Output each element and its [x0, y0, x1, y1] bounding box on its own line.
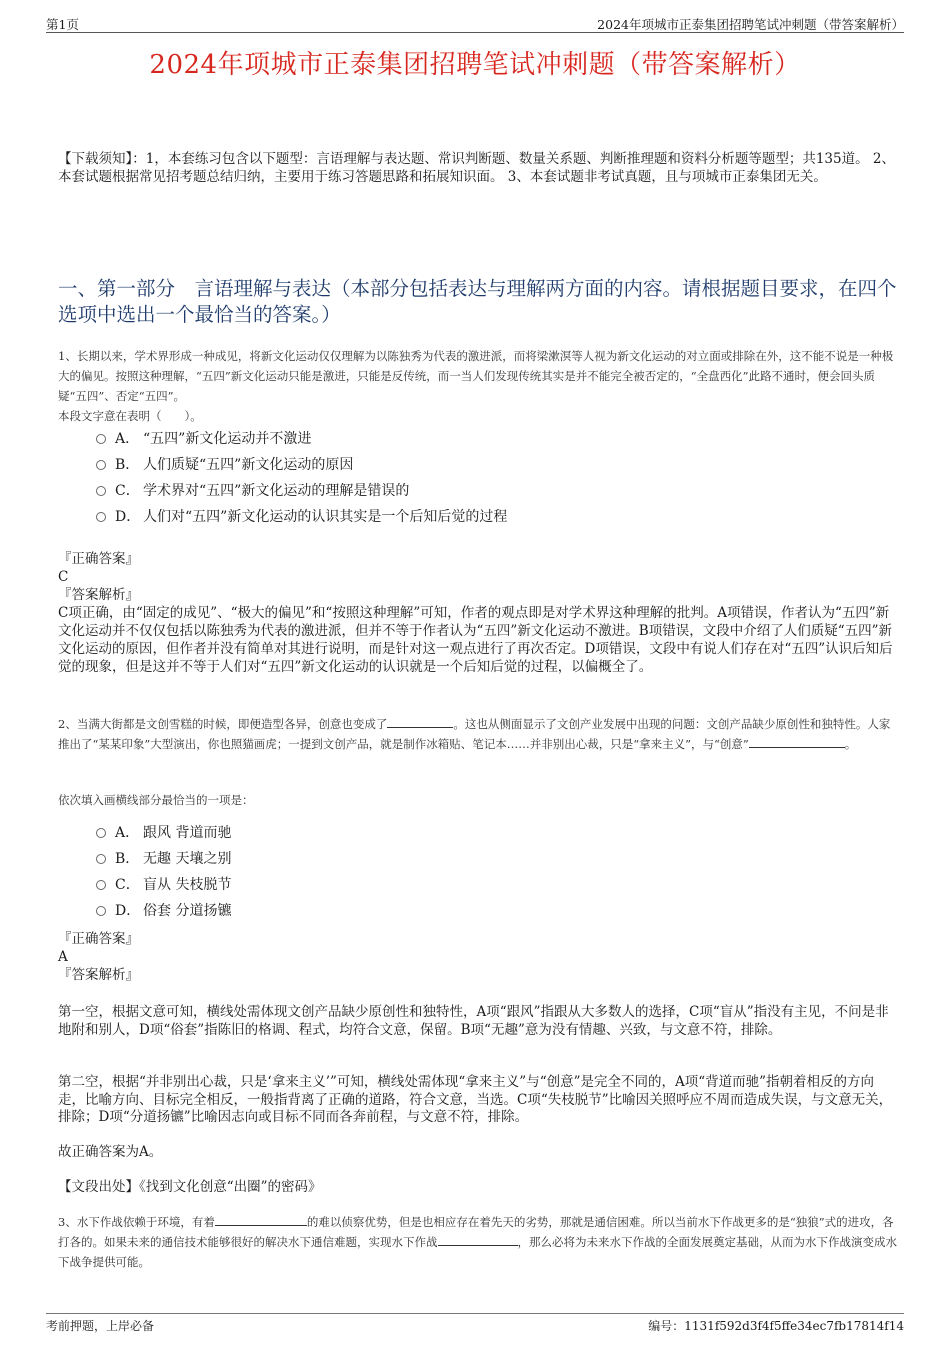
correct-answer-value: C	[58, 569, 69, 585]
question-2-text: 2、当满大街都是文创雪糕的时候，即便造型各异，创意也变成了 。这也从侧面显示了文创产业发展中出现的问题：文创产品缺少原创性和独特性。人家推出了“某某印象”大型演出，你也照猫画虎；一提到文创产品，就是制作冰箱贴、笔记本……并非别出心裁，只是“拿来主义”，与“创意” 。	[58, 717, 891, 751]
question-2-option-d[interactable]: D． 俗套 分道扬镳	[96, 898, 231, 924]
radio-icon[interactable]	[96, 512, 106, 522]
fill-blank[interactable]	[215, 1213, 307, 1226]
correct-answer-label: 『正确答案』	[58, 931, 139, 947]
question-1-option-d[interactable]: D． 人们对“五四”新文化运动的认识其实是一个后知后觉的过程	[96, 504, 507, 530]
radio-icon[interactable]	[96, 880, 106, 890]
analysis-paragraph-2: 第二空，根据“并非别出心裁，只是‘拿来主义’”可知，横线处需体现“拿来主义”与“创意”是完全不同的，A项“背道而驰”指朝着相反的方向走，比喻方向、目标完全相反，一般指背离了正确的道路，符合文意，当选。C项“失枝脱节”比喻因关照呼应不周而造成失误，与文意无关，排除；D项“分道扬镳”比喻因志向或目标不同而各奔前程，与文意不符，排除。	[58, 1074, 893, 1125]
radio-icon[interactable]	[96, 828, 106, 838]
footer-serial: 编号：1131f592d3f4f5ffe34ec7fb17814f14	[648, 1319, 904, 1333]
radio-icon[interactable]	[96, 460, 106, 470]
question-1-option-b[interactable]: B． 人们质疑“五四”新文化运动的原因	[96, 452, 507, 478]
page-header	[46, 14, 904, 33]
analysis-paragraph-3: 故正确答案为A。	[58, 1144, 163, 1160]
question-2-prompt: 依次填入画横线部分最恰当的一项是：	[58, 793, 254, 807]
correct-answer-value: A	[58, 949, 68, 965]
page-title: 2024年项城市正泰集团招聘笔试冲刺题（带答案解析）	[149, 50, 801, 80]
question-1-text	[58, 346, 898, 426]
question-1-options	[96, 426, 507, 530]
footer-slogan: 考前押题，上岸必备	[46, 1319, 155, 1333]
correct-answer-label: 『正确答案』	[58, 551, 139, 567]
question-2-option-b[interactable]: B． 无趣 天壤之别	[96, 846, 231, 872]
radio-icon[interactable]	[96, 434, 106, 444]
fill-blank[interactable]	[387, 715, 453, 728]
section-heading: 一、第一部分 言语理解与表达（本部分包括表达与理解两方面的内容。请根据题目要求，在四个选项中选出一个最恰当的答案。）	[58, 277, 897, 326]
analysis-paragraph-1: 第一空，根据文意可知，横线处需体现文创产品缺少原创性和独特性，A项“跟风”指跟从大多数人的选择，C项“盲从”指没有主见，不问是非地附和别人，D项“俗套”指陈旧的格调、程式，均符合文意，保留。B项“无趣”意为没有情趣、兴致，与文意不符，排除。	[58, 1004, 889, 1038]
analysis-text: C项正确，由“固定的成见”、“极大的偏见”和“按照这种理解”可知，作者的观点即是对学术界这种理解的批判。A项错误，作者认为“五四”新文化运动并不仅仅包括以陈独秀为代表的激进派，但并不等于作者认为“五四”新文化运动不激进。B项错误，文段中介绍了人们质疑“五四”新文化运动的原因，但作者并没有简单对其进行说明，而是针对这一观点进行了再次否定。D项错误，文段中有说人们存在对“五四”认识后知后觉的现象，但是这并不等于人们对“五四”新文化运动的认识就是一个后知后觉的过程，以偏概全了。	[58, 605, 893, 675]
fill-blank[interactable]	[749, 735, 845, 748]
question-1-option-a[interactable]: A． “五四”新文化运动并不激进	[96, 426, 507, 452]
question-2-option-a[interactable]: A． 跟风 背道而驰	[96, 820, 231, 846]
question-3-text: 3、水下作战依赖于环境，有着 的难以侦察优势，但是也相应存在着先天的劣势，那就是通信困难。所以当前水下作战更多的是“独狼”式的进攻，各打各的。如果未来的通信技术能够很好的解决水下通信难题，实现水下作战 ，那么必将为未来水下作战的全面发展奠定基础，从而为水下作战演变成水下战争提供可能。	[58, 1215, 897, 1269]
fill-blank[interactable]	[438, 1233, 518, 1246]
question-1-option-c[interactable]: C． 学术界对“五四”新文化运动的理解是错误的	[96, 478, 507, 504]
question-2-option-c[interactable]: C． 盲从 失枝脱节	[96, 872, 231, 898]
radio-icon[interactable]	[96, 854, 106, 864]
source-citation: 【文段出处】《找到文化创意“出圈”的密码》	[58, 1179, 322, 1195]
question-2-options	[96, 820, 231, 924]
page-number: 第1页	[46, 17, 79, 32]
question-1-prompt: 本段文字意在表明（ ）。	[58, 409, 202, 423]
download-notice: 【下载须知】：1，本套练习包含以下题型：言语理解与表达题、常识判断题、数量关系题、判断推理题和资料分析题等题型；共135道。 2、本套试题根据常见招考题总结归纳，主要用于练习答题思路和拓展知识面。 3、本套试题非考试真题，且与项城市正泰集团无关。	[58, 151, 895, 185]
analysis-label: 『答案解析』	[58, 587, 139, 603]
header-doc-title: 2024年项城市正泰集团招聘笔试冲刺题（带答案解析）	[597, 17, 904, 32]
radio-icon[interactable]	[96, 486, 106, 496]
question-2-answer-block	[58, 930, 898, 984]
question-1-body: 1、长期以来，学术界形成一种成见，将新文化运动仅仅理解为以陈独秀为代表的激进派，而将梁漱溟等人视为新文化运动的对立面或排除在外，这不能不说是一种极大的偏见。按照这种理解，“五四”新文化运动只能是激进，只能是反传统，而一当人们发现传统其实是并不能完全被否定的，“全盘西化”此路不通时，便会回头质疑“五四”、否定“五四”。	[58, 349, 894, 403]
page-footer	[46, 1313, 904, 1333]
analysis-label: 『答案解析』	[58, 967, 139, 983]
radio-icon[interactable]	[96, 906, 106, 916]
question-1-answer-block	[58, 550, 898, 676]
